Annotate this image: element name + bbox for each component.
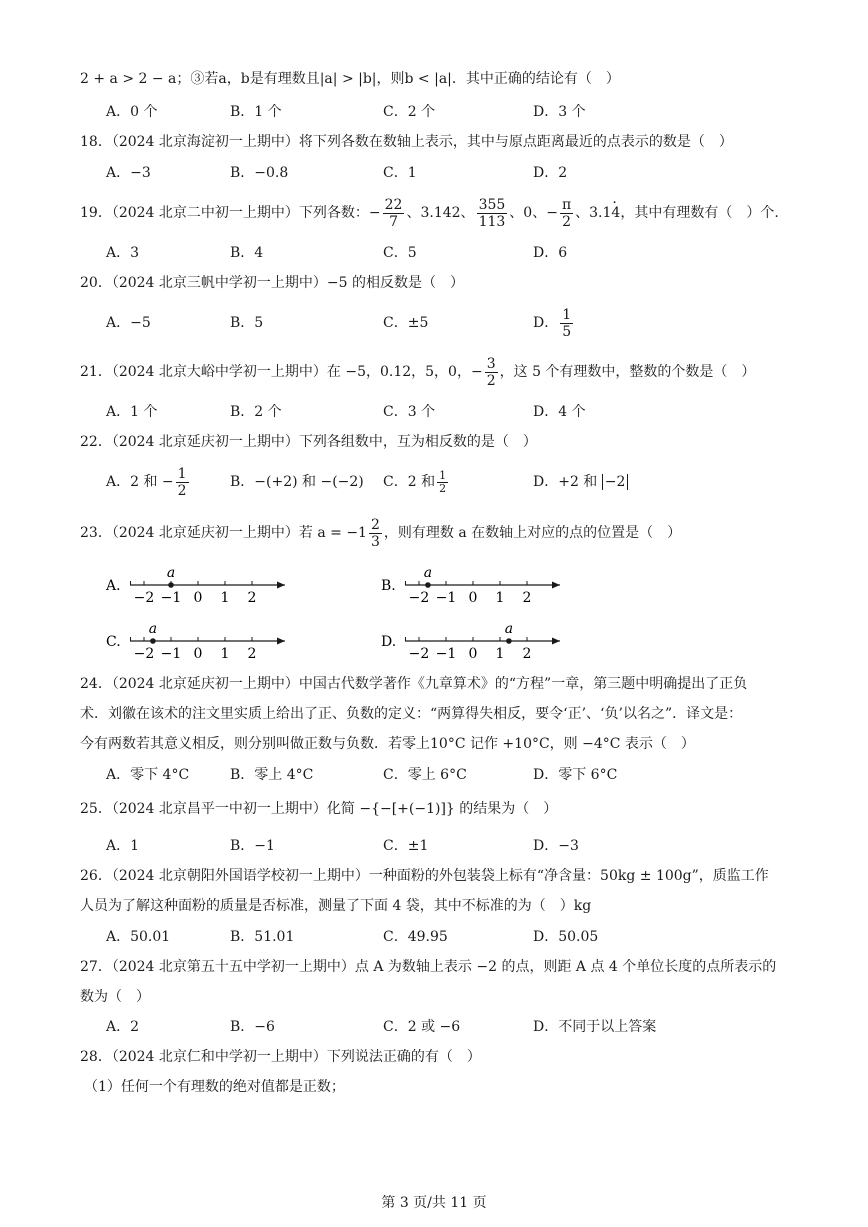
- q19-neg: −: [368, 205, 381, 221]
- q19-mid3: 、3.1: [575, 205, 612, 221]
- q19-fraction-2: [477, 197, 508, 230]
- q24-option-c: C．零上 6°C: [383, 767, 467, 783]
- q22-opta-den: 2: [177, 482, 187, 499]
- q23-suffix: ，则有理数 a 在数轴上对应的点的位置是（ ）: [383, 525, 682, 541]
- q21-f-den: 2: [486, 372, 496, 389]
- q28-item-1: （1）任何一个有理数的绝对值都是正数；: [84, 1079, 345, 1095]
- q20-option-a: A．−5: [106, 315, 151, 331]
- q24-line-3: 今有两数若其意义相反，则分别叫做正数与负数．若零上10°C 记作 +10°C，则 −4°C 表示（ ）: [80, 736, 695, 752]
- q27-option-c: C．2 或 −6: [383, 1019, 461, 1035]
- q19-mid2: 、0、−: [509, 205, 558, 221]
- q19-fraction-3: [560, 197, 573, 230]
- q24-option-b: B．零上 4°C: [230, 767, 314, 783]
- q19-prefix: 19．（2024 北京二中初一上期中）下列各数：: [80, 205, 369, 221]
- q23-prefix: 23．（2024 北京延庆初一上期中）若 a = −1: [80, 525, 367, 541]
- q21-option-b: B．2 个: [230, 404, 282, 420]
- q20-option-d: [533, 303, 575, 343]
- q20-optd-num: 1: [562, 306, 572, 323]
- number-line-tick-label: 0: [468, 590, 478, 606]
- q25-option-a: A．1: [106, 838, 140, 854]
- number-line-tick-label: 0: [193, 590, 203, 606]
- q23-stem: [80, 513, 681, 553]
- q23-number-lines: [0, 560, 868, 670]
- q19-option-c: C．5: [383, 245, 417, 261]
- q23-option-letter: B.: [381, 578, 396, 594]
- q18-option-c: C．1: [383, 165, 417, 181]
- q25-option-c: C．±1: [383, 838, 429, 854]
- q21-suffix: ，这 5 个有理数中，整数的个数是（ ）: [499, 364, 756, 380]
- q24-line-2: 术．刘徽在该术的注文里实质上给出了正、负数的定义：“两算得失相反，要令‘正’、‘负’以名之”．译文是：: [80, 706, 743, 722]
- number-line-tick-label: 0: [468, 646, 478, 662]
- number-line-point-label: a: [148, 621, 158, 637]
- number-line-point-label: a: [504, 621, 514, 637]
- q17-continuation: 2 + a > 2 − a；③若a，b是有理数且|a| > |b|，则b < |a|．其中正确的结论有（ ）: [80, 71, 620, 87]
- q17-option-a: A．0 个: [106, 104, 158, 120]
- q18-stem: 18．（2024 北京海淀初一上期中）将下列各数在数轴上表示，其中与原点距离最近的点表示的数是（ ）: [80, 134, 733, 150]
- q22-opta-fraction: [176, 466, 189, 499]
- q19-f2-num: 355: [478, 196, 506, 213]
- q19-f1-num: 22: [384, 196, 403, 213]
- q17-option-c: C．2 个: [383, 104, 436, 120]
- q23-fraction: [369, 517, 382, 550]
- q21-prefix: 21．（2024 北京大峪中学初一上期中）在 −5，0.12，5，0，−: [80, 364, 483, 380]
- number-line-tick-label: −1: [435, 590, 457, 606]
- q26-option-b: B．51.01: [230, 929, 295, 945]
- q22-optc-num: 1: [439, 468, 447, 482]
- q21-stem: [80, 352, 755, 392]
- q24-option-d: D．零下 6°C: [533, 767, 618, 783]
- q25-option-b: B．−1: [230, 838, 275, 854]
- q22-optc-den: 2: [439, 481, 447, 495]
- q22-option-d: [533, 472, 628, 492]
- number-line-tick-label: 1: [220, 590, 230, 606]
- q22-optc-prefix: C．2 和: [383, 474, 436, 490]
- q19-f1-den: 7: [389, 213, 399, 230]
- number-line-tick-label: −1: [160, 590, 182, 606]
- q18-option-d: D．2: [533, 165, 568, 181]
- q27-line-1: 27．（2024 北京第五十五中学初一上期中）点 A 为数轴上表示 −2 的点，则距 A 点 4 个单位长度的点所表示的: [80, 959, 777, 975]
- q22-opta-num: 1: [177, 465, 187, 482]
- q23-option-letter: C.: [106, 634, 121, 650]
- q23-option-letter: D.: [381, 634, 397, 650]
- q19-f3-num: π: [561, 196, 572, 213]
- q20-optd-fraction: [560, 307, 573, 340]
- q22-optd-abs: −2: [602, 474, 629, 490]
- number-line-arrow: [552, 638, 560, 645]
- number-line-point: [506, 638, 512, 644]
- q20-optd-prefix: D．: [533, 315, 559, 331]
- q27-line-2: 数为（ ）: [80, 989, 150, 1005]
- q26-line-2: 人员为了解这种面粉的质量是否标准，测量了下面 4 袋，其中不标准的为（ ）kg: [80, 898, 592, 914]
- number-line-tick-label: 2: [522, 590, 532, 606]
- number-line-point-label: a: [423, 565, 433, 581]
- q21-option-a: A．1 个: [106, 404, 158, 420]
- q23-f-num: 2: [370, 516, 380, 533]
- q19-stem: [80, 193, 779, 233]
- q21-option-c: C．3 个: [383, 404, 436, 420]
- q19-option-a: A．3: [106, 245, 140, 261]
- q18-option-b: B．−0.8: [230, 165, 289, 181]
- q21-f-num: 3: [486, 355, 496, 372]
- q23-option-letter: A.: [106, 578, 121, 594]
- q26-option-d: D．50.05: [533, 929, 599, 945]
- number-line-tick-label: −2: [133, 646, 155, 662]
- q24-option-a: A．零下 4°C: [106, 767, 190, 783]
- q26-line-1: 26．（2024 北京朝阳外国语学校初一上期中）一种面粉的外包装袋上标有“净含量：50kg ± 100g”，质监工作: [80, 868, 769, 884]
- number-line-tick-label: 0: [193, 646, 203, 662]
- q28-stem: 28．（2024 北京仁和中学初一上期中）下列说法正确的有（ ）: [80, 1049, 481, 1065]
- q25-stem: 25．（2024 北京昌平一中初一上期中）化简 −{−[+(−1)]} 的结果为（ ）: [80, 801, 558, 817]
- number-line-point: [168, 582, 174, 588]
- number-line-tick-label: 2: [522, 646, 532, 662]
- q17-option-b: B．1 个: [230, 104, 282, 120]
- q18-option-a: A．−3: [106, 165, 151, 181]
- q20-stem: 20．（2024 北京三帆中学初一上期中）−5 的相反数是（ ）: [80, 275, 464, 291]
- q19-option-b: B．4: [230, 245, 264, 261]
- q19-suffix: ，其中有理数有（ ）个.: [620, 205, 779, 221]
- q19-f3-den: 2: [562, 213, 571, 230]
- number-line-point: [150, 638, 156, 644]
- number-line-tick-label: 1: [495, 646, 505, 662]
- q22-optc-fraction: [437, 470, 448, 495]
- q23-f-den: 3: [370, 533, 380, 550]
- q22-option-c: [383, 462, 450, 502]
- q25-option-d: D．−3: [533, 838, 579, 854]
- number-line-tick-label: −1: [160, 646, 182, 662]
- q22-opta-prefix: A．2 和 −: [106, 474, 174, 490]
- number-line-tick-label: 1: [220, 646, 230, 662]
- q22-stem: 22．（2024 北京延庆初一上期中）下列各组数中，互为相反数的是（ ）: [80, 434, 537, 450]
- q19-f2-den: 113: [478, 213, 506, 230]
- number-line-tick-label: −2: [408, 590, 430, 606]
- q19-repeating-digit: 4 ·: [611, 203, 620, 223]
- q22-option-a: [106, 462, 191, 502]
- q19-mid1: 、3.142、: [406, 205, 475, 221]
- q22-optd-prefix: D．+2 和: [533, 474, 598, 490]
- number-line-point: [425, 582, 431, 588]
- number-line-tick-label: 2: [247, 590, 257, 606]
- number-line-tick-label: −2: [408, 646, 430, 662]
- q20-option-b: B．5: [230, 315, 264, 331]
- q20-optd-den: 5: [562, 323, 572, 340]
- number-line-tick-label: 2: [247, 646, 257, 662]
- number-line-point-label: a: [166, 565, 176, 581]
- q19-fraction-1: [383, 197, 405, 230]
- number-line-tick-label: 1: [495, 590, 505, 606]
- number-line-arrow: [277, 582, 285, 589]
- q26-option-c: C．49.95: [383, 929, 448, 945]
- q21-option-d: D．4 个: [533, 404, 586, 420]
- q26-option-a: A．50.01: [106, 929, 171, 945]
- q17-option-d: D．3 个: [533, 104, 586, 120]
- q21-fraction: [485, 356, 498, 389]
- number-line-tick-label: −2: [133, 590, 155, 606]
- number-line-arrow: [552, 582, 560, 589]
- q20-option-c: C．±5: [383, 315, 429, 331]
- q27-option-a: A．2: [106, 1019, 140, 1035]
- q22-option-b: B．−(+2) 和 −(−2): [230, 474, 364, 490]
- q24-line-1: 24．（2024 北京延庆初一上期中）中国古代数学著作《九章算术》的“方程”一章，第三题中明确提出了正负: [80, 676, 748, 692]
- q27-option-b: B．−6: [230, 1019, 275, 1035]
- number-line-tick-label: −1: [435, 646, 457, 662]
- q27-option-d: D．不同于以上答案: [533, 1019, 657, 1035]
- number-line-arrow: [277, 638, 285, 645]
- page-footer: 第 3 页/共 11 页: [381, 1195, 487, 1211]
- q19-option-d: D．6: [533, 245, 568, 261]
